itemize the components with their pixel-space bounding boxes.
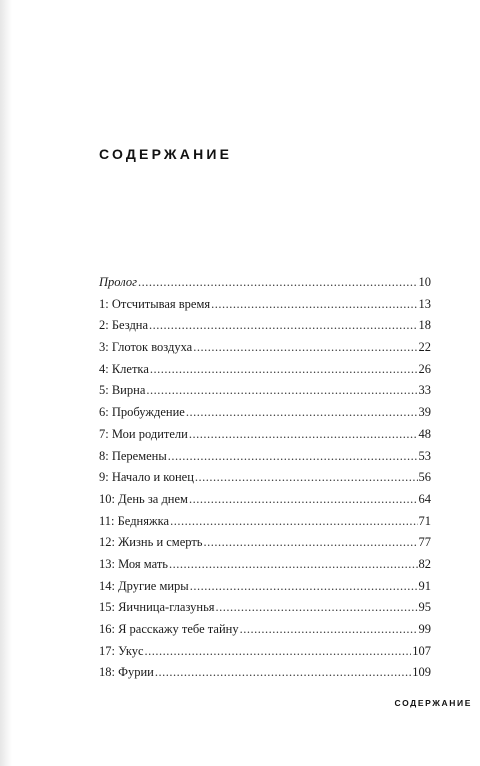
toc-entry-page: 99 — [418, 622, 431, 636]
toc-entry[interactable] — [99, 576, 431, 598]
toc-entry-page: 77 — [418, 535, 431, 550]
toc-entry-title: 4: Клетка — [99, 361, 149, 376]
toc-entry-title: 14: Другие миры — [99, 578, 189, 593]
toc-entry-page: 33 — [418, 383, 431, 398]
toc-entry-title: 13: Моя мать — [99, 556, 169, 571]
toc-leader-dots — [189, 424, 418, 446]
toc-entry-title: 2: Бездна — [99, 318, 149, 333]
toc-entry-page: 39 — [418, 405, 431, 420]
toc-leader-dots — [193, 337, 417, 359]
toc-leader-dots — [189, 489, 418, 511]
toc-leader-dots — [216, 597, 418, 619]
toc-leader-dots — [138, 272, 418, 294]
page-title: СОДЕРЖАНИЕ — [99, 146, 233, 162]
toc-entry-title: 3: Глоток воздуха — [99, 340, 193, 355]
toc-leader-dots — [211, 294, 417, 316]
toc-entry-page: 95 — [418, 600, 431, 615]
toc-entry[interactable] — [99, 597, 431, 619]
toc-leader-dots — [170, 511, 417, 533]
toc-entry[interactable] — [99, 294, 431, 316]
toc-entry-page: 22 — [418, 340, 431, 355]
toc-entry[interactable] — [99, 337, 431, 359]
toc-entry-title: 18: Фурии — [99, 665, 154, 680]
toc-entry[interactable] — [99, 272, 431, 294]
toc-entry[interactable] — [99, 641, 431, 663]
toc-leader-dots — [204, 532, 418, 554]
toc-entry[interactable] — [99, 532, 431, 554]
toc-entry-title: 15: Яичница-глазунья — [99, 600, 215, 615]
toc-entry[interactable] — [99, 511, 431, 533]
page-gutter-shadow — [0, 0, 12, 766]
toc-entry-title: 6: Пробуждение — [99, 405, 185, 420]
toc-entry-page: 26 — [418, 361, 431, 376]
toc-entry-page: 10 — [418, 275, 431, 289]
toc-entry[interactable] — [99, 446, 431, 468]
toc-entry[interactable] — [99, 315, 431, 337]
toc-entry-page: 64 — [418, 491, 431, 506]
toc-entry-title: 1: Отсчитывая время — [99, 296, 211, 311]
toc-entry-title: 16: Я расскажу тебе тайну — [99, 622, 239, 636]
toc-entry-title: 5: Вирна — [99, 383, 146, 398]
toc-entry-title: 11: Бедняжка — [99, 513, 170, 528]
toc-leader-dots — [145, 641, 412, 663]
toc-entry-title: 12: Жизнь и смерть — [99, 535, 203, 550]
toc-leader-dots — [149, 315, 417, 337]
running-footer: СОДЕРЖАНИЕ — [394, 698, 472, 708]
toc-leader-dots — [240, 619, 418, 641]
toc-entry[interactable] — [99, 380, 431, 402]
toc-leader-dots — [169, 554, 417, 576]
toc-entry-page: 48 — [418, 426, 431, 441]
toc-entry-page: 109 — [412, 665, 431, 680]
toc-entry-title: 17: Укус — [99, 643, 144, 658]
toc-entry-page: 56 — [418, 470, 431, 485]
toc-entry[interactable] — [99, 554, 431, 576]
toc-leader-dots — [186, 402, 418, 424]
toc-entry-page: 107 — [412, 643, 431, 658]
toc-entry[interactable] — [99, 662, 431, 684]
toc-entry[interactable] — [99, 424, 431, 446]
toc-entry-page: 18 — [418, 318, 431, 333]
toc-leader-dots — [190, 576, 418, 598]
toc-entry-title: Пролог — [99, 275, 137, 289]
toc-entry-title: 7: Мои родители — [99, 426, 188, 441]
toc-entry[interactable] — [99, 489, 431, 511]
toc-entry-page: 71 — [418, 513, 431, 528]
toc-leader-dots — [155, 662, 411, 684]
toc-entry[interactable] — [99, 467, 431, 489]
toc-entry[interactable] — [99, 402, 431, 424]
toc-leader-dots — [146, 380, 417, 402]
toc-entry[interactable] — [99, 359, 431, 381]
toc-entry-title: 10: День за днем — [99, 491, 188, 506]
toc-entry[interactable] — [99, 619, 431, 641]
toc-entry-page: 82 — [418, 556, 431, 571]
toc-entry-page: 13 — [418, 296, 431, 311]
toc-entry-title: 8: Перемены — [99, 448, 167, 463]
toc-leader-dots — [195, 467, 418, 489]
toc-entry-title: 9: Начало и конец — [99, 470, 194, 485]
toc-leader-dots — [168, 446, 418, 468]
toc-entry-page: 91 — [418, 578, 431, 593]
toc-entry-page: 53 — [418, 448, 431, 463]
toc-leader-dots — [150, 359, 418, 381]
table-of-contents — [99, 272, 431, 684]
